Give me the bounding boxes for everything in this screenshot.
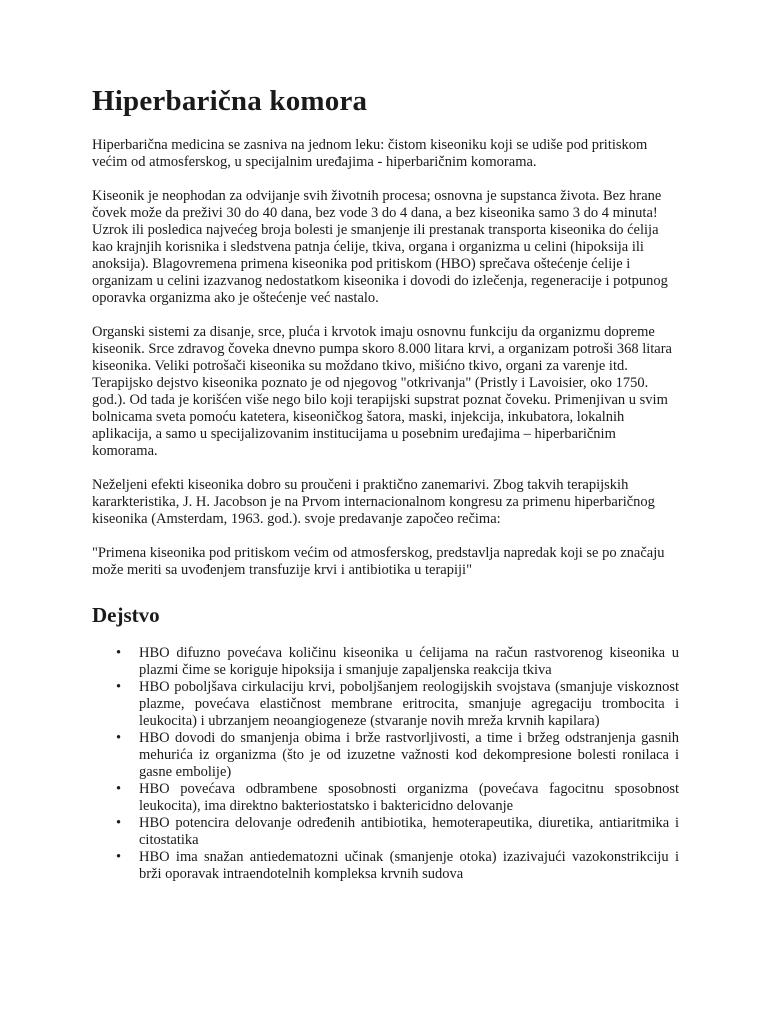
bullet-icon: • <box>116 781 122 797</box>
organ-systems-paragraph: Organski sistemi za disanje, srce, pluća i krvotok imaju osnovnu funkciju da organizmu dopreme kiseonik. Srce zdravog čoveka dnevno pumpa skoro 8.000 litara krvi, a organizam potroši 368 litara kiseonika. Veliki potrošači kiseonika su moždano tkivo, mišićno tkivo, organi za varenje itd. <box>92 324 672 374</box>
oxygen-paragraph: Kiseonik je neophodan za odvijanje svih životnih procesa; osnovna je supstanca života. Bez hrane čovek može da preživi 30 do 40 dana, bez vode 3 do 4 dana, a bez kiseonika samo 3 do 4 minuta! <box>92 188 662 221</box>
bullet-icon: • <box>116 730 122 746</box>
list-item <box>92 815 679 849</box>
therapy-history-paragraph: Terapijsko dejstvo kiseonika poznato je od njegovog "otkrivanja" (Pristly i Lavoisier, oko 1750. god.). Od tada je korišćen više nego bilo koji terapijski supstrat poznat čoveku. Primenjivan u svim bolnicama sveta pomoću katetera, kiseoničkog šatora, maski, injekcija, inkubatora, lokalnih aplikacija, a samo u specijalizovanim institucijama u posebnim uređajima – hiperbaričnim komorama. <box>92 375 668 459</box>
list-item <box>92 679 679 730</box>
list-item-text: HBO poboljšava cirkulaciju krvi, poboljšanjem reologijskih svojstava (smanjuje viskoznost plazme, povećava elastičnost membrane eritrocita, smanjuje agregaciju trombocita i leukocita) i ubrzanjem neoangiogeneze (stvaranje novih mreža krvnih kapilara) <box>139 679 679 729</box>
list-item-text: HBO ima snažan antiedematozni učinak (smanjenje otoka) izazivajući vazokonstrikciju i brži oporavak intraendotelnih kompleksa krvnih sudova <box>139 849 679 882</box>
list-item-text: HBO povećava odbrambene sposobnosti organizma (povećava fagocitnu sposobnost leukocita), ima direktno bakteriostatsko i baktericidno delovanje <box>139 781 679 814</box>
list-item <box>92 849 679 883</box>
list-item <box>92 645 679 679</box>
bullet-icon: • <box>116 849 122 865</box>
quote-paragraph: "Primena kiseonika pod pritiskom većim od atmosferskog, predstavlja napredak koji se po značaju može meriti sa uvođenjem transfuzije krvi i antibiotika u terapiji" <box>92 545 665 578</box>
side-effects-paragraph: Neželjeni efekti kiseonika dobro su proučeni i praktično zanemarivi. Zbog takvih terapijskih kararkteristika, J. H. Jacobson je na Prvom internacionalnom kongresu za primenu hiperbaričnog kiseonika (Amsterdam, 1963. god.). svoje predavanje započeo rečima: <box>92 477 655 527</box>
intro-paragraph: Hiperbarična medicina se zasniva na jednom leku: čistom kiseoniku koji se udiše pod pritiskom većim od atmosferskog, u specijalnim uređajima - hiperbaričnim komorama. <box>92 137 648 170</box>
page-title: Hiperbarična komora <box>92 85 368 117</box>
list-item <box>92 781 679 815</box>
document-page <box>92 82 679 883</box>
effects-list <box>92 645 679 883</box>
bullet-icon: • <box>116 645 122 661</box>
section-title-dejstvo: Dejstvo <box>92 603 160 627</box>
bullet-icon: • <box>116 815 122 831</box>
list-item <box>92 730 679 781</box>
list-item-text: HBO potencira delovanje određenih antibiotika, hemoterapeutika, diuretika, antiaritmika i citostatika <box>139 815 679 848</box>
cause-paragraph: Uzrok ili posledica najvećeg broja bolesti je smanjenje ili prestanak transporta kiseonika do ćelija kao krajnjih korisnika i sledstvena patnja ćelije, tkiva, organa i organizma u celini (hipoksija ili anoksija). Blagovremena primena kiseonika pod pritiskom (HBO) sprečava oštećenje ćelije i organizam u celini izazvanog nedostatkom kiseonika i dovodi do izlečenja, regeneracije i potpunog oporavka organizma ako je oštećenje već nastalo. <box>92 222 668 306</box>
list-item-text: HBO difuzno povećava količinu kiseonika u ćelijama na račun rastvorenog kiseonika u plazmi čime se koriguje hipoksija i smanjuje zapaljenska reakcija tkiva <box>139 645 679 678</box>
bullet-icon: • <box>116 679 122 695</box>
list-item-text: HBO dovodi do smanjenja obima i brže rastvorljivosti, a time i bržeg odstranjenja gasnih mehurića iz organizma (što je od izuzetne važnosti kod dekompresione bolesti ronilaca i gasne embolije) <box>139 730 679 780</box>
